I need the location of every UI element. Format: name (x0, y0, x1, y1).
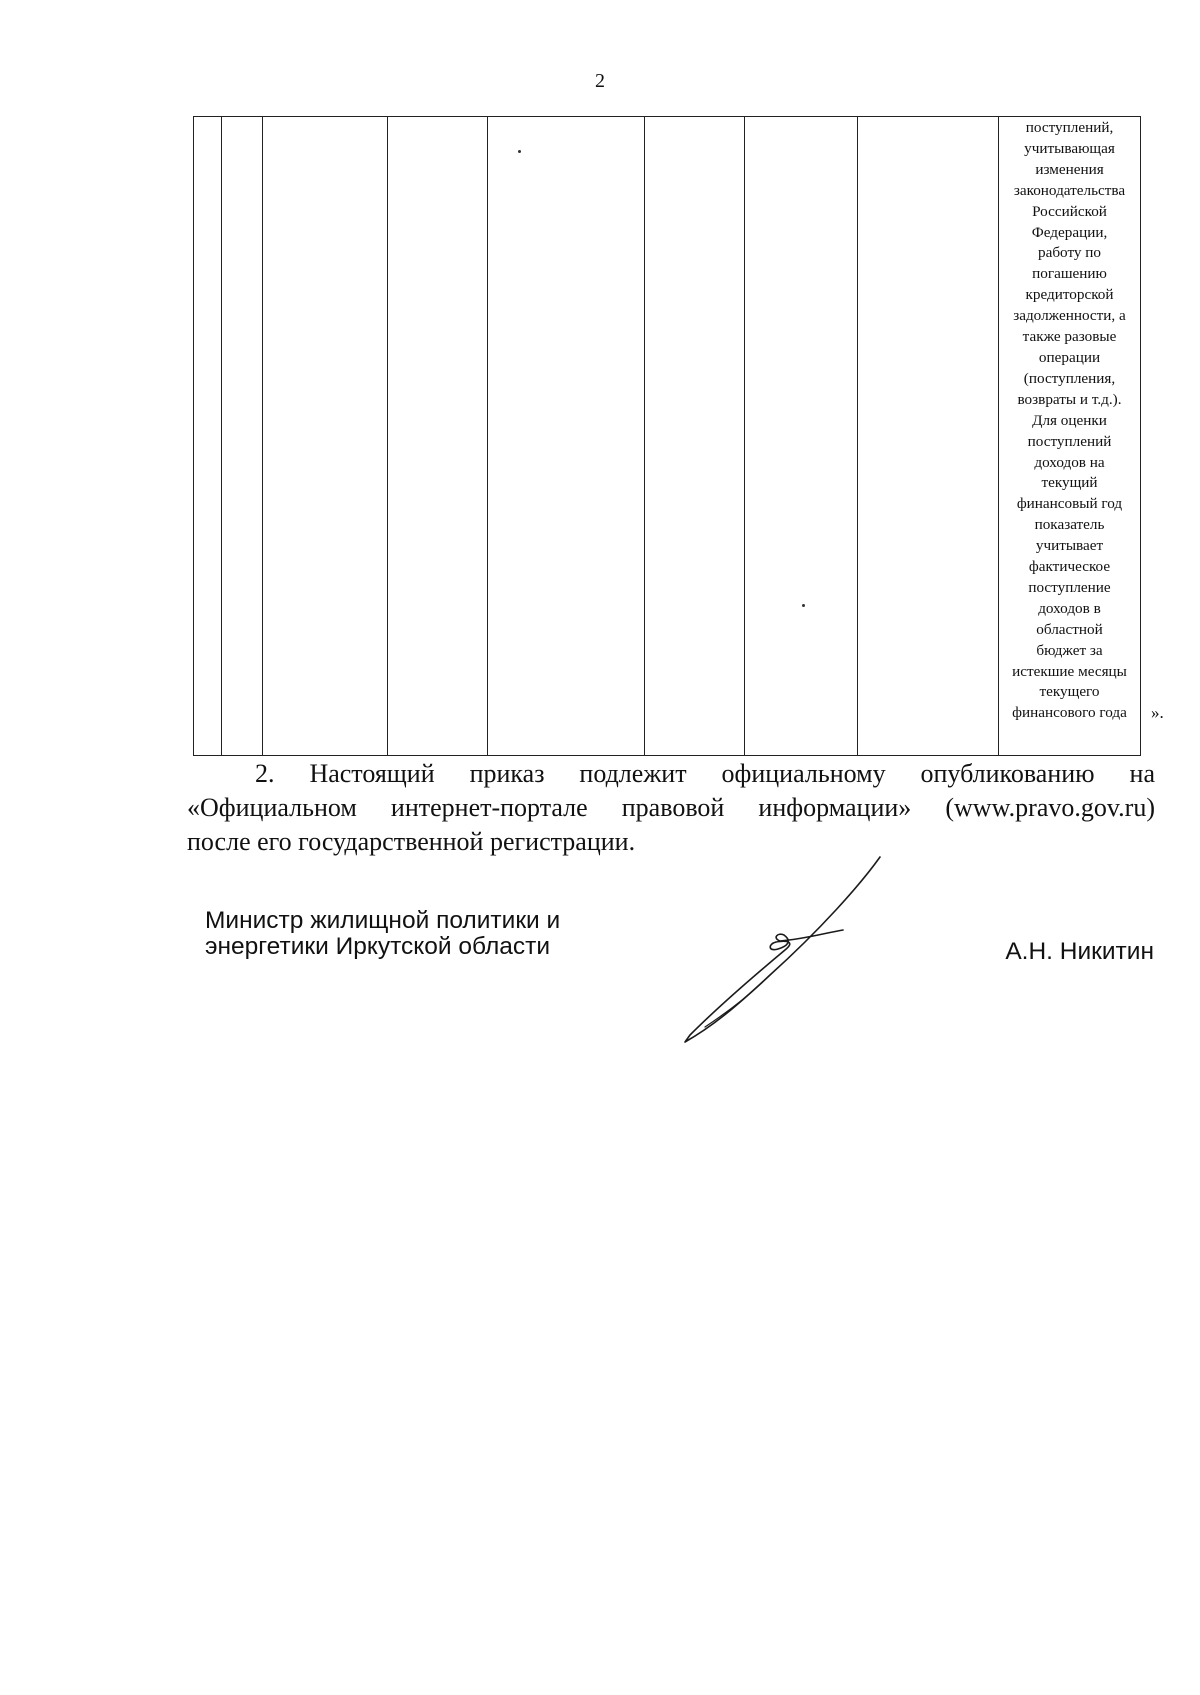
methodology-line: бюджет за (1036, 641, 1103, 659)
signer-title (205, 908, 560, 960)
paragraph-line: «Официальном интернет-портале правовой информации» (www.pravo.gov.ru) (187, 793, 1155, 822)
table-row (194, 117, 1141, 756)
handwritten-signature (660, 845, 910, 1045)
methodology-line: работу по (1037, 244, 1101, 262)
table-cell-empty (388, 117, 488, 756)
signer-name: А.Н. Никитин (1005, 938, 1154, 965)
methodology-line: кредиторской (1025, 286, 1114, 304)
methodology-line: поступлений (1027, 432, 1112, 450)
methodology-text (999, 117, 1140, 724)
paragraph-line: после его государственной регистрации. (187, 827, 636, 856)
methodology-line: финансового года (1012, 704, 1127, 722)
table-cell-empty (645, 117, 745, 756)
methodology-line: возвраты и т.д.). (1017, 390, 1122, 408)
methodology-line: операции (1038, 348, 1101, 366)
methodology-line: законодательства (1013, 181, 1126, 199)
methodology-line: поступление (1028, 578, 1111, 596)
table-cell-empty (488, 117, 645, 756)
methodology-line: показатель (1034, 516, 1105, 534)
methodology-line: доходов в (1038, 599, 1101, 617)
table-cell-empty (263, 117, 388, 756)
table-cell-methodology (999, 117, 1141, 756)
methodology-line: поступлений, (1025, 119, 1114, 136)
methodology-line: учитывает (1035, 537, 1104, 555)
methodology-line: областной (1036, 620, 1103, 638)
table-cell-empty (858, 117, 999, 756)
methodology-line: Российской (1032, 202, 1107, 220)
publication-paragraph (187, 757, 1155, 859)
methodology-line: Федерации, (1031, 223, 1108, 241)
methodology-line: изменения (1035, 160, 1104, 178)
scan-speck (518, 150, 521, 153)
methodology-line: доходов на (1034, 453, 1105, 471)
scan-speck (802, 604, 805, 607)
methodology-line: погашению (1032, 265, 1107, 283)
methodology-line: финансовый год (1016, 495, 1123, 513)
methodology-line: фактическое (1028, 558, 1111, 576)
table-cell-empty (745, 117, 858, 756)
methodology-line: также разовые (1022, 328, 1117, 346)
table-cell-empty (222, 117, 263, 756)
signer-title-line: энергетики Иркутской области (205, 933, 551, 960)
methodology-line: задолженности, а (1013, 307, 1126, 325)
paragraph-line: 2. Настоящий приказ подлежит официальному опубликованию на (255, 759, 1155, 788)
closing-quote: ». (1151, 703, 1164, 722)
methodology-line: текущего (1039, 683, 1100, 701)
methodology-line: учитывающая (1024, 139, 1115, 157)
indicator-table (193, 116, 1141, 756)
methodology-line: (поступления, (1023, 369, 1116, 387)
signer-title-line: Министр жилищной политики и (205, 907, 561, 934)
methodology-line: текущий (1041, 474, 1098, 492)
table-cell-empty (194, 117, 222, 756)
methodology-line: истекшие месяцы (1012, 662, 1127, 680)
page-number: 2 (595, 70, 605, 92)
methodology-line: Для оценки (1032, 411, 1107, 429)
